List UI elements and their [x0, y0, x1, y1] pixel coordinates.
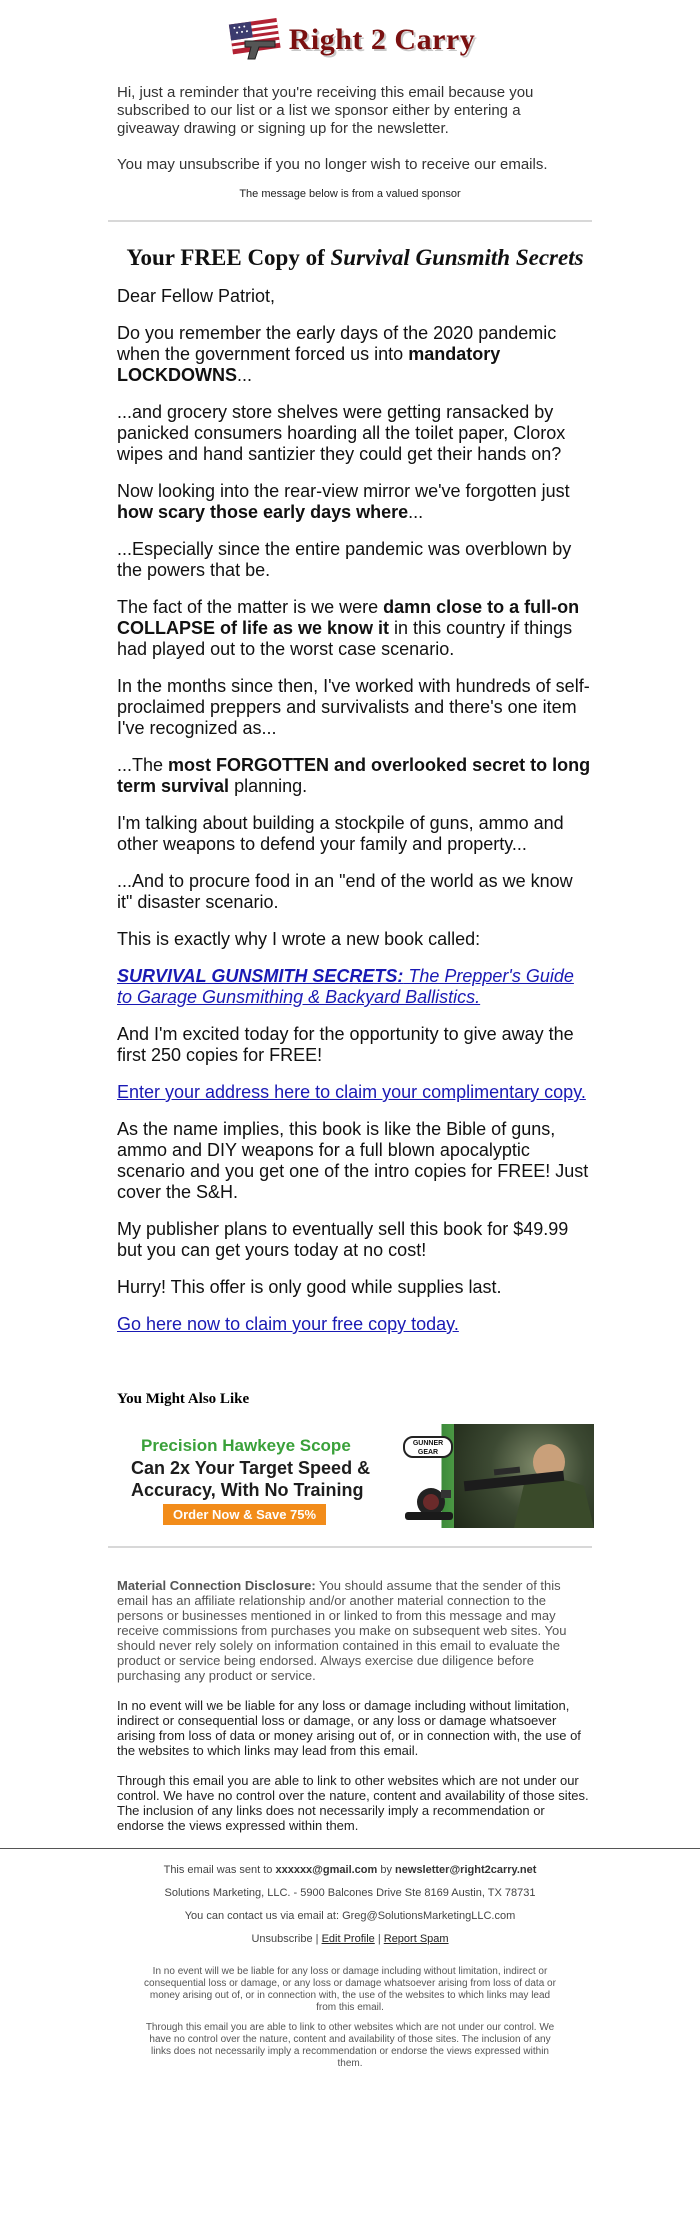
- ad-brand-logo: GUNNER GEAR: [403, 1436, 453, 1458]
- scope-icon: [401, 1482, 457, 1528]
- intro: [117, 84, 587, 174]
- sent-to-line: This email was sent to xxxxxx@gmail.com by newsletter@right2carry.net: [163, 1864, 537, 1876]
- logo-text: Right 2 Carry: [288, 23, 476, 56]
- header: [0, 0, 700, 74]
- disclosure-paragraph: Material Connection Disclosure: You should assume that the sender of this email has an affiliate relationship and/or another material connection to the persons or businesses mentioned in or linked to from this message and may receive commissions from purchases you make on subsequent web sites. You should never rely solely on information contained in this email to evaluate the product or service being endorsed. Always exercise due diligence before purchasing any product or service.: [117, 1578, 567, 1683]
- sponsor-note: The message below is from a valued sponsor: [239, 188, 461, 200]
- report-spam-link[interactable]: Report Spam: [383, 1933, 449, 1945]
- contact-line: You can contact us via email at: Greg@SolutionsMarketingLLC.com: [184, 1910, 516, 1922]
- claim-now-paragraph: [117, 1314, 593, 1335]
- unsubscribe-text[interactable]: Unsubscribe: [251, 1933, 313, 1945]
- edit-profile-link[interactable]: Edit Profile: [321, 1933, 375, 1945]
- ad-banner[interactable]: [117, 1424, 594, 1528]
- paragraph: Now looking into the rear-view mirror we've forgotten just how scary those early days where...: [117, 481, 570, 522]
- company-address: Solutions Marketing, LLC. - 5900 Balcones Drive Ste 8169 Austin, TX 78731: [164, 1887, 536, 1899]
- headline-title: Survival Gunsmith Secrets: [330, 245, 584, 270]
- also-like-heading: You Might Also Like: [117, 1391, 250, 1407]
- divider: [108, 1546, 592, 1548]
- unsubscribe-note: You may unsubscribe if you no longer wish to receive our emails.: [117, 156, 548, 173]
- ad-subtitle: Can 2x Your Target Speed & Accuracy, With No Training: [131, 1458, 371, 1500]
- logo[interactable]: [225, 11, 475, 70]
- claim-address-link[interactable]: Enter your address here to claim your complimentary copy.: [117, 1082, 586, 1102]
- footer-legal: [140, 1966, 560, 2070]
- sender-email: newsletter@right2carry.net: [395, 1864, 537, 1876]
- headline-prefix: Your FREE Copy of: [126, 245, 331, 270]
- paragraph: My publisher plans to eventually sell this book for $49.99 but you can get yours today at no cost!: [117, 1219, 569, 1260]
- article: [117, 244, 593, 1335]
- paragraph: The fact of the matter is we were damn close to a full-on COLLAPSE of life as we know it in this country if things had played out to the worst case scenario.: [117, 597, 580, 659]
- reminder-text: Hi, just a reminder that you're receiving this email because you subscribed to our list or a list we sponsor either by entering a giveaway drawing or signing up for the newsletter.: [117, 84, 534, 137]
- footer: [0, 1849, 700, 2070]
- paragraph: I'm talking about building a stockpile of guns, ammo and other weapons to defend your family and property...: [117, 813, 564, 854]
- claim-address-paragraph: [117, 1082, 593, 1103]
- paragraph: This is exactly why I wrote a new book called:: [117, 929, 481, 949]
- footer-legal-liability: In no event will we be liable for any loss or damage including without limitation, indirect or consequential loss or damage, or any loss or damage whatsoever arising from loss of data or money arising out of, or in connection with, the use of the websites to which links may lead from this email.: [144, 1966, 556, 2013]
- liability-paragraph: In no event will we be liable for any loss or damage including without limitation, indirect or consequential loss or damage, or any loss or damage whatsoever arising from loss of data or money arising out of, or in connection with, the use of the websites to which links may lead from this email.: [117, 1698, 581, 1758]
- ad-cta-button[interactable]: Order Now & Save 75%: [163, 1504, 326, 1525]
- ad-title: Precision Hawkeye Scope: [141, 1436, 351, 1455]
- recipient-email: xxxxxx@gmail.com: [275, 1864, 378, 1876]
- footer-links: Unsubscribe | Edit Profile | Report Spam: [251, 1933, 449, 1945]
- paragraph: ...Especially since the entire pandemic was overblown by the powers that be.: [117, 539, 572, 580]
- paragraph: ...The most FORGOTTEN and overlooked secret to long term survival planning.: [117, 755, 591, 796]
- disclosure: [117, 1578, 593, 1833]
- paragraph: Hurry! This offer is only good while supplies last.: [117, 1277, 502, 1297]
- book-title-line: [117, 966, 593, 1008]
- paragraph: As the name implies, this book is like the Bible of guns, ammo and DIY weapons for a full blown apocalyptic scenario and you get one of the intro copies for FREE! Just cover the S&H.: [117, 1119, 589, 1202]
- greeting: Dear Fellow Patriot,: [117, 286, 276, 306]
- paragraph: In the months since then, I've worked with hundreds of self-proclaimed preppers and survivalists and there's one item I've recognized as...: [117, 676, 590, 738]
- claim-now-link[interactable]: Go here now to claim your free copy today.: [117, 1314, 459, 1334]
- headline: [117, 244, 593, 272]
- book-title-link[interactable]: SURVIVAL GUNSMITH SECRETS: The Prepper's Guide to Garage Gunsmithing & Backyard Ballistics.: [117, 966, 574, 1007]
- paragraph: ...and grocery store shelves were getting ransacked by panicked consumers hoarding all the toilet paper, Clorox wipes and hand santizier they could get their hands on?: [117, 402, 566, 464]
- flag-gun-icon: [225, 11, 287, 70]
- paragraph: And I'm excited today for the opportunity to give away the first 250 copies for FREE!: [117, 1024, 574, 1065]
- divider: [108, 220, 592, 222]
- ad-photo: [454, 1424, 594, 1528]
- paragraph: Do you remember the early days of the 2020 pandemic when the government forced us into mandatory LOCKDOWNS...: [117, 323, 557, 385]
- footer-legal-links: Through this email you are able to link to other websites which are not under our control. We have no control over the nature, content and availability of those sites. The inclusion of any links does not necessarily imply a recommendation or endorse the views expressed within them.: [145, 2022, 555, 2069]
- links-paragraph: Through this email you are able to link to other websites which are not under our control. We have no control over the nature, content and availability of those sites. The inclusion of any links does not necessarily imply a recommendation or endorse the views expressed within them.: [117, 1773, 589, 1833]
- paragraph: ...And to procure food in an "end of the world as we know it" disaster scenario.: [117, 871, 573, 912]
